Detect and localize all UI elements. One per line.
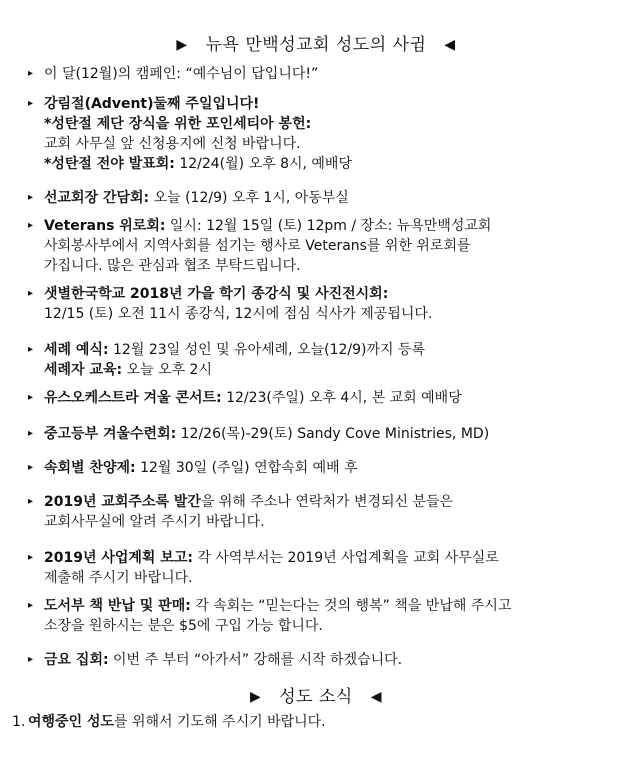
- bullet-icon: ▸: [28, 428, 34, 439]
- announcement-item: [28, 340, 616, 380]
- bullet-icon: ▸: [28, 220, 34, 231]
- announcement-item: [28, 284, 616, 324]
- bullet-icon: ▸: [28, 600, 34, 611]
- announcement-text: 제출해 주시기 바랍니다.: [44, 570, 193, 586]
- announcement-text: 12/24(월) 오후 8시, 예배당: [174, 156, 352, 172]
- announcement-item: [28, 596, 616, 636]
- announcement-label: 속회별 찬양제:: [44, 460, 136, 476]
- announcement-label: 금요 집회:: [44, 652, 109, 668]
- announcement-text: 이번 주 부터 “아가서” 강해를 시작 하겠습니다.: [108, 652, 403, 668]
- announcement-label: 2019년 교회주소록 발간: [44, 494, 201, 510]
- announcement-text: 이 달(12월)의 캠페인: “예수님이 답입니다!”: [44, 66, 319, 82]
- announcement-label: 강림절(Advent)둘째 주일입니다!: [44, 96, 260, 112]
- announcement-item: [28, 64, 616, 84]
- bullet-icon: ▸: [28, 68, 34, 79]
- announcement-item: [28, 458, 616, 478]
- bullet-icon: ▸: [28, 462, 34, 473]
- announcement-label: 세례자 교육:: [44, 362, 123, 378]
- announcement-text: 일시: 12월 15일 (토) 12pm / 장소: 뉴욕만백성교회: [165, 218, 492, 234]
- announcement-text: 소장을 원하시는 분은 $5에 구입 가능 합니다.: [44, 618, 323, 634]
- bullet-icon: ▸: [28, 344, 34, 355]
- triangle-right-icon: ▶: [250, 689, 262, 705]
- triangle-left-icon: ◀: [444, 37, 456, 53]
- announcement-label: *성탄절 제단 장식을 위한 포인세티아 봉헌:: [44, 116, 312, 132]
- bullet-icon: ▸: [28, 496, 34, 507]
- announcement-item: [28, 492, 616, 532]
- announcement-text: 각 속회는 “믿는다는 것의 행복” 책을 반납해 주시고: [190, 598, 512, 614]
- announcement-item: [28, 424, 616, 444]
- announcement-text: 12월 30일 (주일) 연합속회 예배 후: [135, 460, 358, 476]
- announcement-text: 을 위해 주소나 연락처가 변경되신 분들은: [200, 494, 454, 510]
- announcement-label: 샛별한국학교 2018년 가을 학기 종강식 및 사진전시회:: [44, 286, 389, 302]
- announcement-item: [28, 216, 616, 276]
- announcement-item: [28, 94, 616, 174]
- announcement-label: 도서부 책 반납 및 판매:: [44, 598, 191, 614]
- bullet-icon: ▸: [28, 392, 34, 403]
- bullet-icon: ▸: [28, 552, 34, 563]
- bullet-icon: ▸: [28, 192, 34, 203]
- announcement-text: 교회사무실에 알려 주시기 바랍니다.: [44, 514, 265, 530]
- triangle-right-icon: ▶: [176, 37, 188, 53]
- triangle-left-icon: ◀: [370, 689, 382, 705]
- announcement-label: 선교회장 간담회:: [44, 190, 150, 206]
- news-text: 를 위해서 기도해 주시기 바랍니다.: [114, 714, 326, 730]
- announcement-text: 오늘 오후 2시: [122, 362, 212, 378]
- announcement-label: 중고등부 겨울수련회:: [44, 426, 177, 442]
- announcement-text: 오늘 (12/9) 오후 1시, 아동부실: [149, 190, 349, 206]
- section-title: 성도 소식: [279, 687, 353, 707]
- announcement-text: 교회 사무실 앞 신청용지에 신청 바랍니다.: [44, 136, 301, 152]
- announcement-item: [28, 388, 616, 408]
- news-item: [12, 712, 600, 732]
- bullet-icon: ▸: [28, 288, 34, 299]
- bullet-icon: ▸: [28, 654, 34, 665]
- announcement-text: 각 사역부서는 2019년 사업계획을 교회 사무실로: [192, 550, 499, 566]
- section-title: 뉴욕 만백성교회 성도의 사귐: [205, 35, 427, 55]
- section-header-news: [0, 682, 632, 707]
- announcement-label: 2019년 사업계획 보고:: [44, 550, 193, 566]
- announcement-item: [28, 548, 616, 588]
- news-number: 1.: [12, 714, 26, 730]
- announcement-item: [28, 188, 616, 208]
- announcement-label: 유스오케스트라 겨울 콘서트:: [44, 390, 222, 406]
- announcement-label: 세례 예식:: [44, 342, 109, 358]
- announcement-text: 사회봉사부에서 지역사회를 섬기는 행사로 Veterans를 위한 위로회를: [44, 238, 471, 254]
- news-label: 여행중인 성도: [28, 714, 115, 730]
- announcement-text: 12/23(주일) 오후 4시, 본 교회 예배당: [221, 390, 462, 406]
- bullet-icon: ▸: [28, 98, 34, 109]
- announcement-label: Veterans 위로회:: [44, 218, 166, 234]
- announcement-text: 가집니다. 많은 관심과 협조 부탁드립니다.: [44, 258, 301, 274]
- announcement-item: [28, 650, 616, 670]
- announcement-text: 12/26(목)-29(토) Sandy Cove Ministries, MD): [176, 426, 490, 442]
- announcement-text: 12/15 (토) 오전 11시 종강식, 12시에 점심 식사가 제공됩니다.: [44, 306, 433, 322]
- announcement-label: *성탄절 전야 발표회:: [44, 156, 175, 172]
- announcement-text: 12월 23일 성인 및 유아세례, 오늘(12/9)까지 등록: [108, 342, 426, 358]
- section-header-fellowship: [0, 30, 632, 55]
